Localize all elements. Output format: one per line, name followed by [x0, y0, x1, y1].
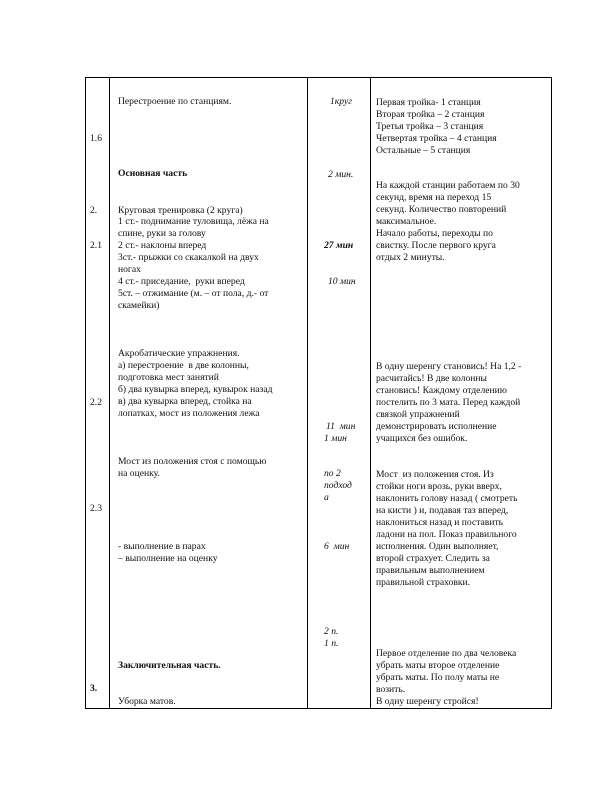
content-line: ногах [118, 264, 141, 275]
note-line: стойки ноги врозь, руки вверх, [376, 481, 502, 492]
note-line: демонстрировать исполнение [376, 421, 497, 432]
column-divider-1 [109, 77, 110, 709]
content-line: в) два кувырка вперед, стойка на [118, 396, 252, 407]
table-border-top [85, 77, 552, 78]
note-line: Начало работы, переходы по [376, 228, 493, 239]
note-line: секунд, время на переход 15 [376, 192, 492, 203]
note-line: исполнения. Один выполняет, [376, 541, 499, 552]
note-line: секунд. Количество повторений [376, 204, 507, 215]
row-dose: 10 мин [328, 276, 356, 287]
note-line: второй страхует. Следить за [376, 553, 490, 564]
note-line: правильной страховки. [376, 577, 471, 588]
row-dose: 1 п. [324, 638, 339, 649]
note-line: Первая тройка- 1 станция [376, 97, 481, 108]
row-dose: 1круг [330, 96, 352, 107]
row-number: 2.2 [90, 397, 102, 408]
content-line: а) перестроение в две колонны, [118, 360, 249, 371]
note-line: В одну шеренгу становись! На 1,2 - [376, 361, 522, 372]
content-line: Круговая тренировка (2 круга) [118, 205, 243, 216]
note-line: Мост из положения стоя. Из [376, 469, 494, 480]
row-number: 2. [90, 205, 98, 216]
content-line: скамейки) [118, 300, 160, 311]
note-line: правильным выполнением [376, 565, 485, 576]
content-line: – выполнение на оценку [118, 553, 218, 564]
note-line: свистку. После первого круга [376, 240, 496, 251]
content-line: на оценку. [118, 468, 160, 479]
row-dose: а [324, 492, 329, 503]
note-line: убрать маты. По полу маты не [376, 672, 500, 683]
note-line: ладони на пол. Показ правильного [376, 529, 517, 540]
table-border-right [551, 77, 552, 709]
row-dose: 11 мин [326, 421, 356, 432]
row-content: Уборка матов. [118, 696, 176, 707]
note-line: Четвертая тройка – 4 станция [376, 133, 497, 144]
content-line: 3ст.- прыжки со скакалкой на двух [118, 252, 259, 263]
note-line: отдых 2 минуты. [376, 252, 445, 263]
row-number: 3. [90, 683, 98, 694]
note-line: наклониться назад и поставить [376, 517, 504, 528]
column-divider-3 [370, 77, 371, 709]
row-number: 2.1 [90, 240, 102, 251]
column-divider-2 [307, 77, 308, 709]
content-line: Мост из положения стоя с помощью [118, 456, 267, 467]
note-line: постелить по 3 мата. Перед каждой [376, 397, 521, 408]
section-heading: Основная часть [118, 168, 188, 179]
note-line: Первое отделение по два человека [376, 648, 517, 659]
content-line: спине, руки за голову [118, 228, 206, 239]
note-line: на кисти ) и, подавая таз вперед, [376, 505, 509, 516]
row-dose: 2 п. [324, 626, 339, 637]
row-content: Перестроение по станциям. [118, 96, 232, 107]
note-line: наклонить голову назад ( смотреть [376, 493, 518, 504]
note-line: становись! Каждому отделению [376, 385, 507, 396]
note-line: Третья тройка – 3 станция [376, 121, 484, 132]
row-dose: 6 мин [324, 541, 350, 552]
note-line: На каждой станции работаем по 30 [376, 180, 520, 191]
row-number: 2.3 [90, 503, 102, 514]
content-line: б) два кувырка вперед, кувырок назад [118, 384, 273, 395]
content-line: лопатках, мост из положения лежа [118, 408, 260, 419]
content-line: - выполнение в парах [118, 541, 206, 552]
note-line: Остальные – 5 станция [376, 145, 471, 156]
row-dose: 1 мин [324, 433, 347, 444]
content-line: 5ст. – отжимание (м. – от пола, д.- от [118, 288, 269, 299]
note-line: В одну шеренгу стройся! [376, 696, 479, 707]
row-dose: 2 мин. [328, 169, 354, 180]
row-number: 1.6 [90, 133, 102, 144]
table-border-left [85, 77, 86, 709]
row-dose: подход [324, 480, 352, 491]
note-line: связкой упражнений [376, 409, 460, 420]
note-line: убрать маты второе отделение [376, 660, 500, 671]
section-heading: Заключительная часть. [118, 660, 221, 671]
note-line: учащихся без ошибок. [376, 433, 468, 444]
content-line: Акробатические упражнения. [118, 348, 240, 359]
note-line: максимальное. [376, 216, 437, 227]
row-dose: по 2 [324, 468, 341, 479]
row-dose: 27 мин [324, 240, 354, 251]
note-line: возить. [376, 684, 406, 695]
note-line: Вторая тройка – 2 станция [376, 109, 485, 120]
content-line: 4 ст.- приседание, руки вперед [118, 276, 245, 287]
note-line: расчитайсь! В две колонны [376, 373, 487, 384]
content-line: подготовка мест занятий [118, 372, 219, 383]
content-line: 2 ст.- наклоны вперед [118, 240, 207, 251]
content-line: 1 ст.- поднимание туловища, лёжа на [118, 216, 269, 227]
